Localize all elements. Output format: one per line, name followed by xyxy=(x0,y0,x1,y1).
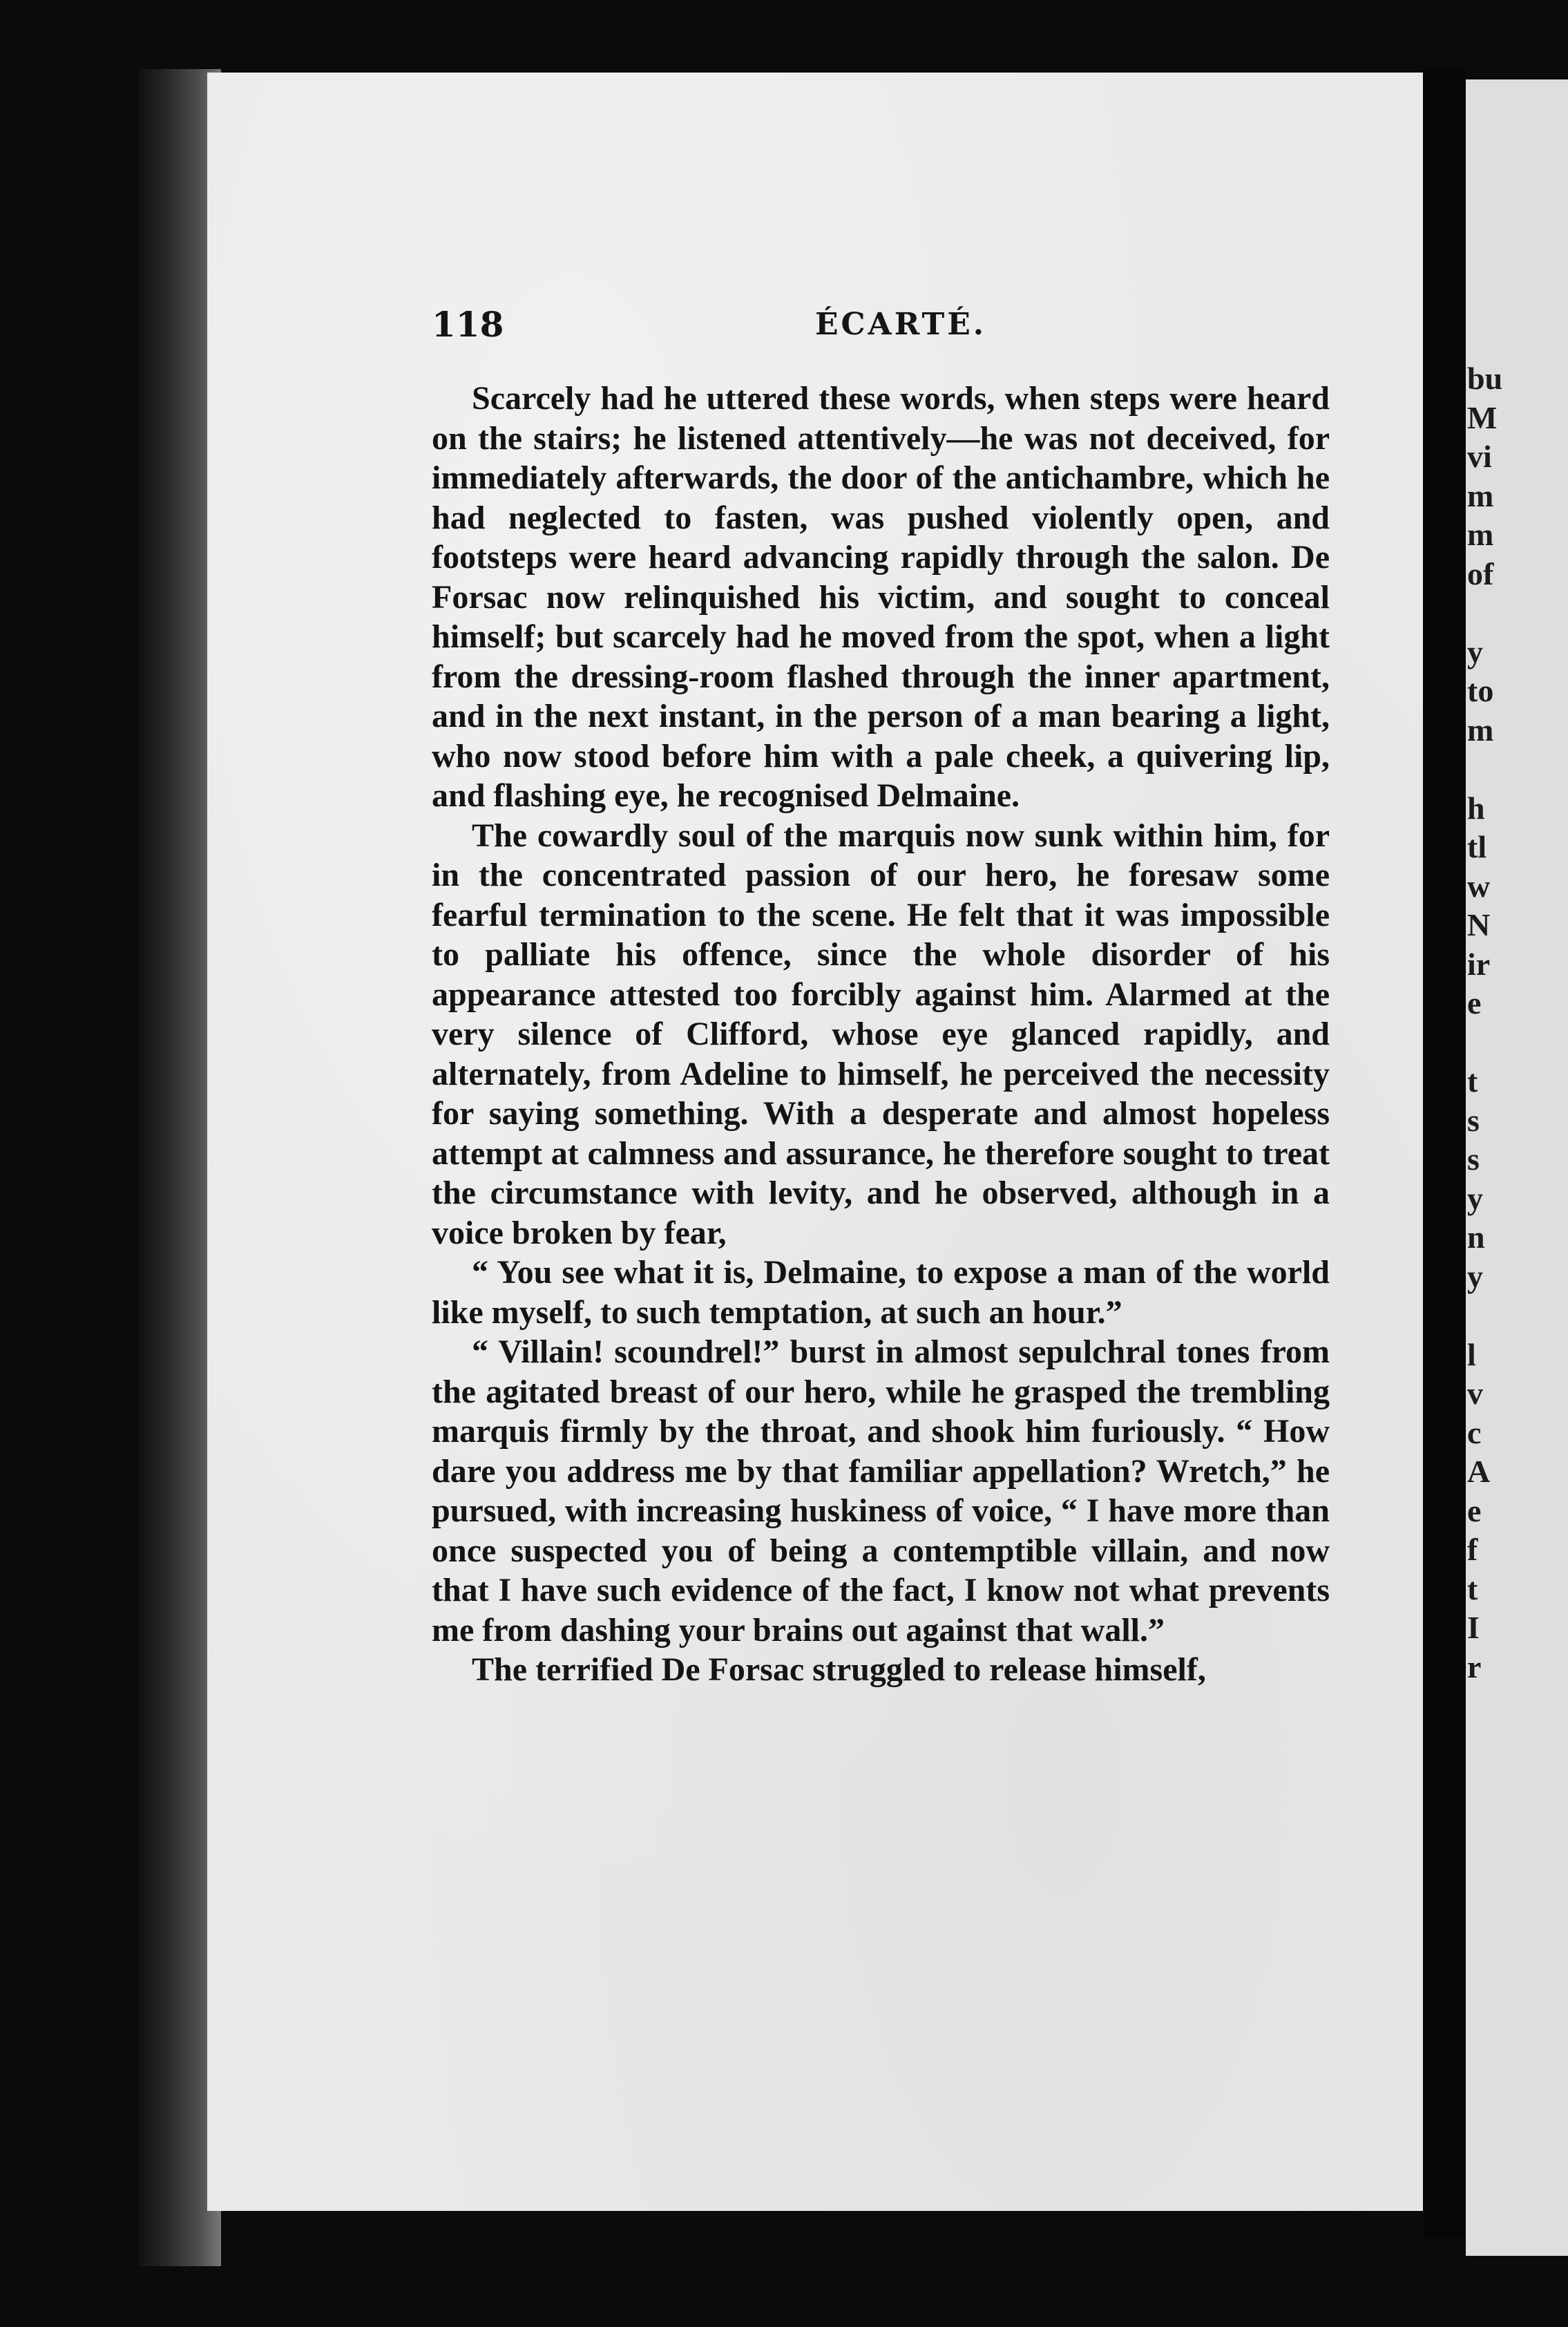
facing-page-fragment: t xyxy=(1467,1570,1478,1606)
facing-page-fragment: e xyxy=(1467,1492,1482,1528)
facing-page-fragment: m xyxy=(1467,517,1494,552)
paragraph-2: The cowardly soul of the marquis now sunk within him, for in the concentrated passion of our hero, he foresaw some fearful termination to the scene. He felt that it was impossible to palliate his offence, since the whole disorder of his appearance attested too forcibly against him. Alarmed at the very silence of Clifford, whose eye glanced rapidly, and alternately, from Adeline to himself, he perceived the necessity for saying something. With a desperate and almost hopeless attempt at calmness and assurance, he therefore sought to treat the circumstance with levity, and he observed, although in a voice broken by fear, xyxy=(432,817,1330,1251)
facing-page-fragment: n xyxy=(1467,1219,1485,1255)
facing-page-fragment xyxy=(1467,1023,1568,1063)
running-title: ÉCARTÉ. xyxy=(815,307,987,342)
running-head xyxy=(432,304,1330,352)
facing-page-fragment: e xyxy=(1467,985,1482,1020)
facing-page-fragment: t xyxy=(1467,1063,1478,1099)
facing-page-fragment: v xyxy=(1467,1376,1483,1411)
facing-page-fragment: w xyxy=(1467,868,1491,904)
facing-page-fragment: s xyxy=(1467,1102,1480,1138)
facing-page-fragment xyxy=(1467,1296,1568,1336)
paragraph-5: The terrified De Forsac struggled to release himself, xyxy=(472,1651,1206,1688)
facing-page-fragment xyxy=(1467,750,1568,789)
facing-page-fragment: y xyxy=(1467,634,1483,669)
paragraph-4: “ Villain! scoundrel!” burst in almost sepulchral tones from the agitated breast of our hero, while he grasped the trembling marquis firmly by the throat, and shook him furiously. “ How dare you address me by that familiar appellation? Wretch,” he pursued, with increasing huskiness of voice, “ I have more than once suspected you of being a contemptible villain, and now that I have such evidence of the fact, I know not what prevents me from dashing your brains out against that wall.” xyxy=(432,1333,1330,1649)
facing-page-fragment: h xyxy=(1467,790,1485,826)
facing-page-fragment: c xyxy=(1467,1414,1482,1450)
facing-page-fragment: A xyxy=(1467,1454,1491,1489)
facing-page-fragment: to xyxy=(1467,673,1494,708)
facing-page-text xyxy=(1467,359,1568,1687)
facing-page-fragment: vi xyxy=(1467,439,1492,474)
facing-page-fragment: m xyxy=(1467,477,1494,513)
paragraph-3: “ You see what it is, Delmaine, to expose a man of the world like myself, to such temptation, at such an hour.” xyxy=(432,1254,1330,1331)
body-text xyxy=(432,379,1330,1690)
facing-page-fragment xyxy=(1467,593,1568,633)
facing-page-fragment: l xyxy=(1467,1336,1476,1372)
facing-page-fragment: r xyxy=(1467,1649,1482,1684)
facing-page-fragment: of xyxy=(1467,555,1494,591)
facing-page-fragment: s xyxy=(1467,1141,1480,1177)
paragraph-1: Scarcely had he uttered these words, when steps were heard on the stairs; he listened attentively—he was not deceived, for immediately afterwards, the door of the antichambre, which he had neglected to fasten, was pushed violently open, and footsteps were heard advancing rapidly through the salon. De Forsac now relinquished his victim, and sought to conceal himself; but scarcely had he moved from the spot, when a light from the dressing-room flashed through the inner apartment, and in the next instant, in the person of a man bearing a light, who now stood before him with a pale cheek, a quivering lip, and flashing eye, he recognised Delmaine. xyxy=(432,380,1330,814)
page-number: 118 xyxy=(432,304,504,345)
facing-page-fragment: f xyxy=(1467,1532,1478,1567)
facing-page-fragment: ir xyxy=(1467,946,1491,982)
facing-page-fragment: N xyxy=(1467,907,1491,942)
facing-page-fragment: m xyxy=(1467,712,1494,748)
facing-page-fragment: tl xyxy=(1467,829,1487,864)
facing-page-fragment: I xyxy=(1467,1610,1480,1645)
facing-page-fragment: bu xyxy=(1467,361,1503,396)
facing-page-fragment: M xyxy=(1467,399,1498,435)
facing-page-fragment: y xyxy=(1467,1180,1483,1216)
book-gutter xyxy=(1423,69,1466,2239)
facing-page-fragment: y xyxy=(1467,1258,1483,1294)
